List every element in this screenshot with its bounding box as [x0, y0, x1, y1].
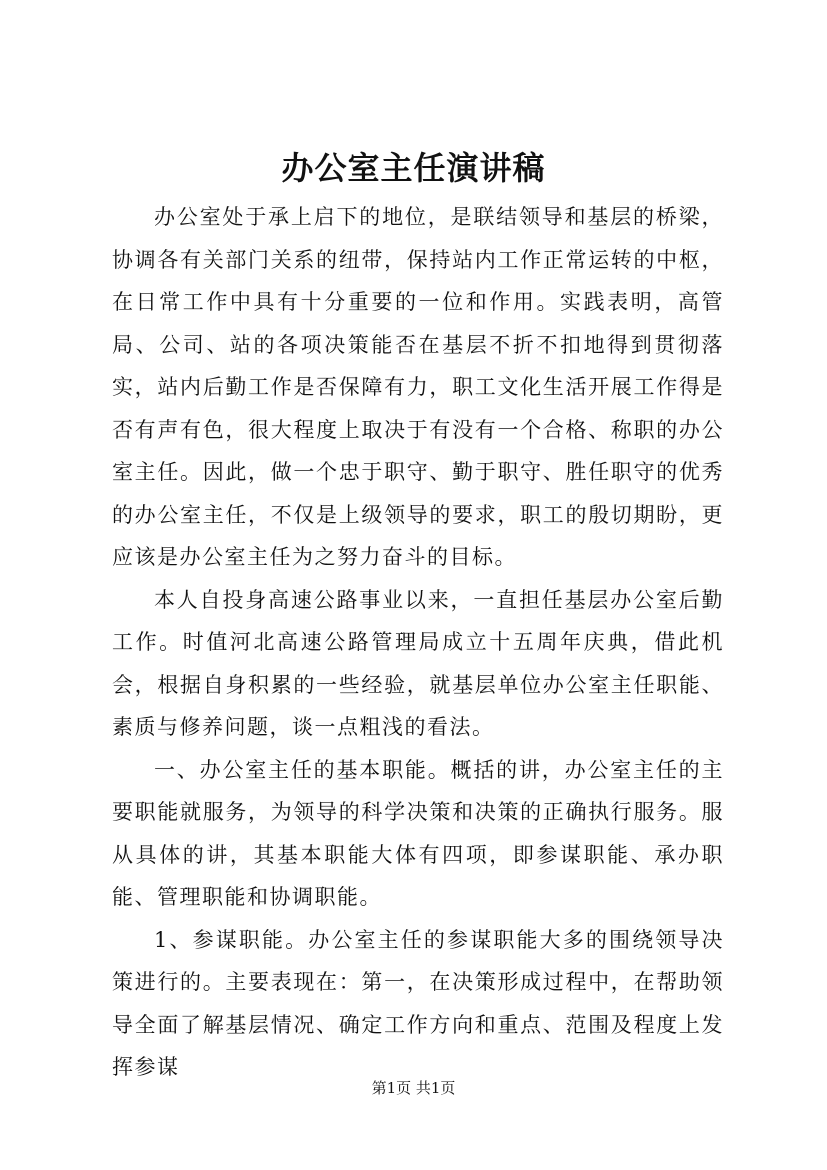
document-body — [112, 196, 724, 1089]
page-number-footer: 第1页 共1页 — [371, 1079, 456, 1097]
document-title: 办公室主任演讲稿 — [281, 149, 546, 187]
paragraph-basic-functions: 一、办公室主任的基本职能。概括的讲，办公室主任的主要职能就服务，为领导的科学决策和决策的正确执行服务。服从具体的讲，其基本职能大体有四项，即参谋职能、承办职能、管理职能和协调职能。 — [112, 757, 724, 909]
paragraph-intro: 办公室处于承上启下的地位，是联结领导和基层的桥梁，协调各有关部门关系的纽带，保持站内工作正常运转的中枢，在日常工作中具有十分重要的一位和作用。实践表明，高管局、公司、站的各项决策能否在基层不折不扣地得到贯彻落实，站内后勤工作是否保障有力，职工文化生活开展工作得是否有声有色，很大程度上取决于有没有一个合格、称职的办公室主任。因此，做一个忠于职守、勤于职守、胜任职守的优秀的办公室主任，不仅是上级领导的要求，职工的殷切期盼，更应该是办公室主任为之努力奋斗的目标。 — [112, 205, 724, 569]
paragraph-advisory-function: 1、参谋职能。办公室主任的参谋职能大多的围绕领导决策进行的。主要表现在：第一，在决策形成过程中，在帮助领导全面了解基层情况、确定工作方向和重点、范围及程度上发挥参谋 — [112, 927, 724, 1079]
paragraph-background: 本人自投身高速公路事业以来，一直担任基层办公室后勤工作。时值河北高速公路管理局成立十五周年庆典，借此机会，根据自身积累的一些经验，就基层单位办公室主任职能、素质与修养问题，谈一点粗浅的看法。 — [112, 587, 724, 739]
